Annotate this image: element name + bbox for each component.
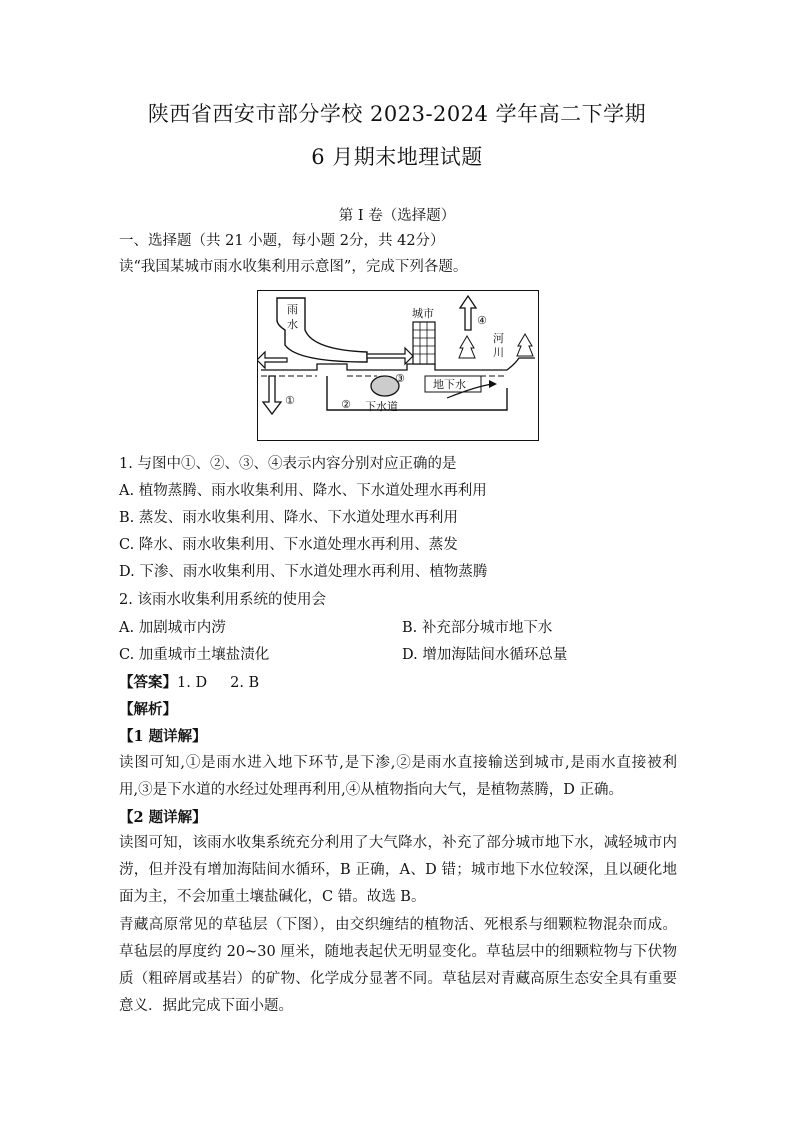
marker-3: ③ [395,372,405,385]
title-line-1: 陕西省西安市部分学校 2023-2024 学年高二下学期 [147,102,647,126]
q1-option-d[interactable]: D. 下渗、雨水收集利用、下水道处理水再利用、植物蒸腾 [119,564,488,580]
marker-4: ④ [477,314,487,327]
q2-option-d[interactable]: D. 增加海陆间水循环总量 [402,647,568,663]
q1-option-b[interactable]: B. 蒸发、雨水收集利用、降水、下水道处理水再利用 [119,510,458,526]
label-city: 城市 [412,307,434,320]
q2-option-a[interactable]: A. 加剧城市内涝 [119,620,226,636]
volume-heading: 第 I 卷（选择题） [338,208,456,224]
label-river-1: 河 [493,332,504,345]
rainwater-diagram [257,290,539,441]
analysis-label: 【解析】 [119,701,177,718]
q1-analysis-label: 【1 题详解】 [119,728,207,745]
q1-option-c[interactable]: C. 降水、雨水收集利用、下水道处理水再利用、蒸发 [119,537,458,553]
answer-text: 1. D 2. B [177,675,260,691]
answer-row [119,673,259,693]
label-rain-2: 水 [287,318,298,331]
passage-text: 青藏高原常见的草毡层（下图），由交织缠结的植物活、死根系与细颗粒物混杂而成。草毡层的厚度约 20~30 厘米，随地表起伏无明显变化。草毡层中的细颗粒物与下伏物质（粗碎屑或基岩）的矿物、化学成分显著不同。草毡层对青藏高原生态安全具有重要意义．据此完成下面小题。 [119,917,677,1014]
label-river-2: 川 [493,346,504,359]
question-intro: 读“我国某城市雨水收集利用示意图”，完成下列各题。 [119,259,468,275]
q1-option-a[interactable]: A. 植物蒸腾、雨水收集利用、降水、下水道处理水再利用 [119,483,487,499]
q2-option-b[interactable]: B. 补充部分城市地下水 [402,620,553,636]
q1-stem: 1. 与图中①、②、③、④表示内容分别对应正确的是 [119,456,457,472]
marker-1: ① [285,394,295,407]
label-sewer: 下水道 [365,400,398,413]
label-groundwater: 地下水 [433,378,466,391]
part-heading: 一、选择题（共 21 小题，每小题 2分，共 42分） [119,233,445,249]
q2-analysis-text: 读图可知，该雨水收集系统充分利用了大气降水，补充了部分城市地下水，减轻城市内涝，但并没有增加海陆间水循环，B 正确，A、D 错；城市地下水位较深，且以硬化地面为主，不会加重土壤盐碱化，C 错。故选 B。 [119,835,677,905]
answer-label: 【答案】 [119,674,177,691]
marker-2: ② [341,398,351,411]
label-rain-1: 雨 [287,303,298,316]
q2-analysis-label: 【2 题详解】 [119,809,207,826]
title-line-2: 6 月期末地理试题 [311,145,483,169]
q1-analysis-text: 读图可知,①是雨水进入地下环节,是下渗,②是雨水直接输送到城市,是雨水直接被利用,③是下水道的水经过处理再利用,④从植物指向大气，是植物蒸腾，D 正确。 [119,755,677,798]
city-building [413,322,435,364]
q2-stem: 2. 该雨水收集利用系统的使用会 [119,592,326,608]
q2-option-c[interactable]: C. 加重城市土壤盐渍化 [119,647,270,663]
